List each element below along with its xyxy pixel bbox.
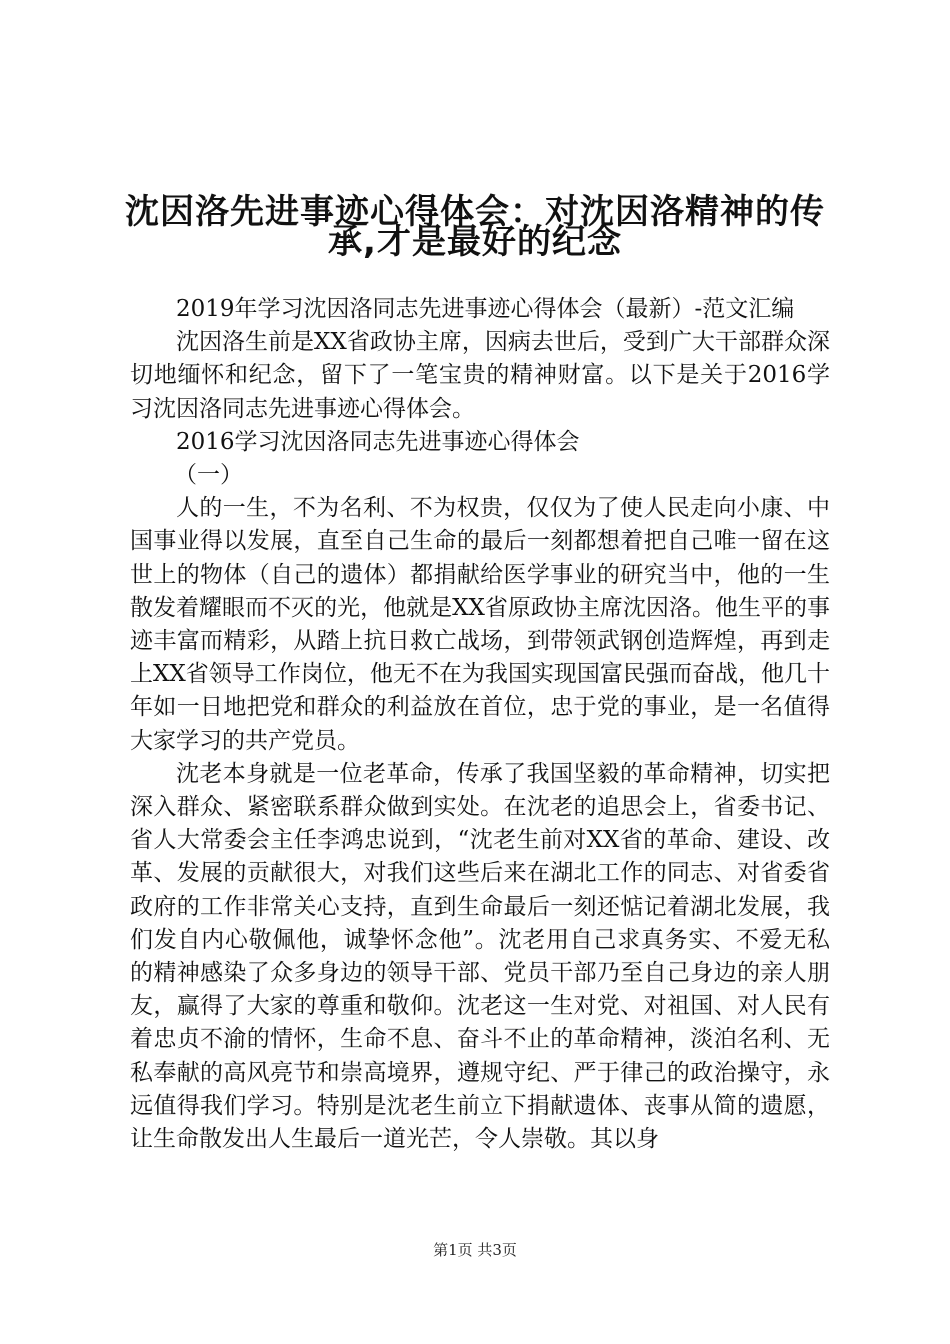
- paragraph: 沈老本身就是一位老革命，传承了我国坚毅的革命精神，切实把深入群众、紧密联系群众做到实处。在沈老的追思会上，省委书记、省人大常委会主任李鸿忠说到，“沈老生前对XX省的革命、建设、改革、发展的贡献很大，对我们这些后来在湖北工作的同志、对省委省政府的工作非常关心支持，直到生命最后一刻还惦记着湖北发展，我们发自内心敬佩他，诚挚怀念他”。沈老用自己求真务实、不爱无私的精神感染了众多身边的领导干部、党员干部乃至自己身边的亲人朋友，赢得了大家的尊重和敬仰。沈老这一生对党、对祖国、对人民有着忠贞不渝的情怀，生命不息、奋斗不止的革命精神，淡泊名利、无私奉献的高风亮节和崇高境界，遵规守纪、严于律己的政治操守，永远值得我们学习。特别是沈老生前立下捐献遗体、丧事从简的遗愿，让生命散发出人生最后一道光芒，令人崇敬。其以身: [130, 760, 830, 1153]
- paragraph: 人的一生，不为名利、不为权贵，仅仅为了使人民走向小康、中国事业得以发展，直至自己生命的最后一刻都想着把自己唯一留在这世上的物体（自己的遗体）都捐献给医学事业的研究当中，他的一生散发着耀眼而不灭的光，他就是XX省原政协主席沈因洛。他生平的事迹丰富而精彩，从踏上抗日救亡战场，到带领武钢创造辉煌，再到走上XX省领导工作岗位，他无不在为我国实现国富民强而奋战，他几十年如一日地把党和群众的利益放在首位，忠于党的事业，是一名值得大家学习的共产党员。: [130, 495, 830, 754]
- paragraph: 2019年学习沈因洛同志先进事迹心得体会（最新）-范文汇编: [176, 296, 795, 322]
- document-body: [130, 293, 830, 1156]
- paragraph: 沈因洛生前是XX省政协主席，因病去世后，受到广大干部群众深切地缅怀和纪念，留下了一笔宝贵的精神财富。以下是关于2016学习沈因洛同志先进事迹心得体会。: [130, 329, 830, 422]
- paragraph: 2016学习沈因洛同志先进事迹心得体会: [176, 428, 580, 455]
- page-footer: 第1页 共3页: [433, 1241, 517, 1259]
- document-title-line-1: 沈因洛先进事迹心得体会：对沈因洛精神的传: [125, 192, 825, 232]
- section-number: （一）: [174, 462, 243, 489]
- document-title-line-2: 承,才是最好的纪念: [328, 222, 622, 262]
